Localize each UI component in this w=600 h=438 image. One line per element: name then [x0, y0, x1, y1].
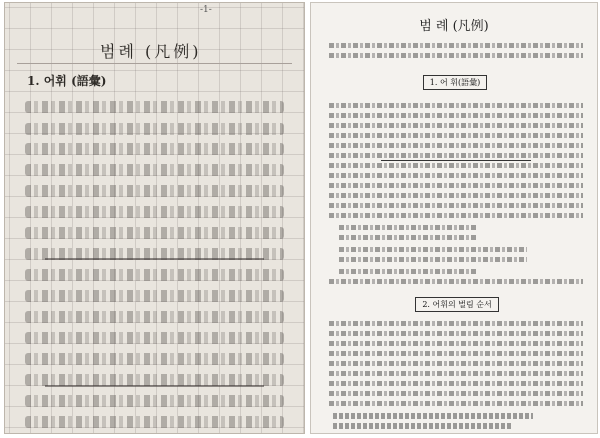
- printed-line: [329, 381, 583, 386]
- underline-mark: [381, 160, 531, 161]
- section1-heading-box: 1. 어 휘(語彙): [423, 75, 487, 90]
- printed-page: [310, 2, 598, 434]
- handwritten-line: [25, 101, 284, 113]
- handwritten-line: [25, 164, 284, 176]
- printed-line: [329, 133, 583, 138]
- example-line: [339, 235, 477, 240]
- printed-title: 범 례 (凡例): [419, 19, 489, 34]
- page-mark: -1-: [200, 5, 212, 15]
- printed-line: [329, 123, 583, 128]
- printed-line: [329, 341, 583, 346]
- handwritten-line: [25, 143, 284, 155]
- printed-line: [329, 153, 583, 158]
- annotation-stroke: [45, 385, 264, 387]
- printed-line: [329, 213, 583, 218]
- printed-line: [329, 183, 583, 188]
- printed-line: [329, 351, 583, 356]
- handwritten-line: [25, 311, 284, 323]
- printed-line: [329, 163, 583, 168]
- manuscript-title: 범례 (凡例): [100, 42, 202, 61]
- handwritten-line: [25, 416, 284, 428]
- annotation-stroke: [45, 258, 264, 260]
- printed-line: [329, 361, 583, 366]
- example-line: [339, 247, 527, 252]
- printed-line: [329, 103, 583, 108]
- printed-line: [329, 321, 583, 326]
- printed-line: [329, 193, 583, 198]
- printed-line: [329, 401, 583, 406]
- handwritten-line: [25, 185, 284, 197]
- handwritten-manuscript-page: [4, 2, 305, 434]
- footnote-line: [333, 423, 513, 429]
- handwritten-line: [25, 332, 284, 344]
- handwritten-line: [25, 353, 284, 365]
- printed-line: [329, 371, 583, 376]
- printed-line: [329, 279, 583, 284]
- handwritten-line: [25, 395, 284, 407]
- footnote-line: [333, 413, 533, 419]
- printed-line: [329, 143, 583, 148]
- printed-line: [329, 331, 583, 336]
- printed-line: [329, 173, 583, 178]
- example-line: [339, 269, 477, 274]
- printed-line: [329, 203, 583, 208]
- handwritten-line: [25, 290, 284, 302]
- printed-line: [329, 43, 583, 48]
- handwritten-line: [25, 227, 284, 239]
- example-line: [339, 257, 527, 262]
- title-rule: [17, 63, 292, 64]
- section2-heading-box: 2. 어휘의 벌림 순서: [415, 297, 499, 312]
- handwritten-line: [25, 206, 284, 218]
- example-line: [339, 225, 477, 230]
- handwritten-line: [25, 123, 284, 135]
- handwritten-line: [25, 269, 284, 281]
- printed-line: [329, 113, 583, 118]
- printed-line: [329, 53, 583, 58]
- printed-line: [329, 391, 583, 396]
- manuscript-section1-heading: 1. 어휘 (語彙): [27, 74, 107, 88]
